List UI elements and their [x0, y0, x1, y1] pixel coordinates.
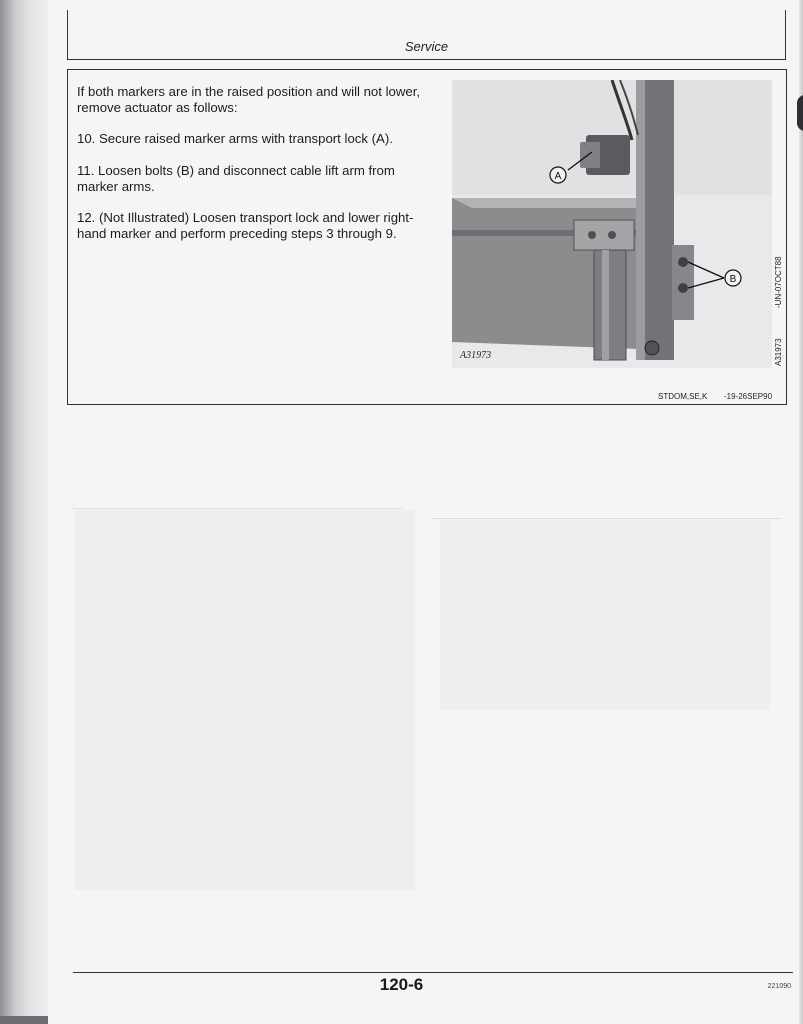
footer-rule [73, 972, 793, 973]
step-11: 11. Loosen bolts (B) and disconnect cable lift arm from marker arms. [77, 162, 395, 194]
bleed-through-rule [72, 508, 402, 509]
footer-code: 221090 [767, 983, 791, 990]
instruction-text [77, 84, 435, 257]
photo-illustration [452, 80, 772, 368]
step-12: 12. (Not Illustrated) Loosen transport lock and lower right-hand marker and perform preceding steps 3 through 9. [77, 210, 414, 242]
marker-actuator-photo [452, 80, 772, 368]
figure-number: A31973 [460, 350, 492, 361]
callout-b: B [729, 274, 737, 285]
page-edge [799, 0, 803, 1024]
header-frame [67, 10, 786, 60]
page-number: 120-6 [379, 975, 424, 994]
step-10: 10. Secure raised marker arms with transport lock (A). [77, 131, 393, 147]
figure-id-code: A31973 [774, 338, 783, 366]
reference-date: -19-26SEP90 [724, 392, 773, 401]
bleed-through-figure [75, 510, 415, 890]
callout-a: A [554, 171, 562, 182]
binding-shadow [0, 1016, 48, 1024]
reference-code: STDOM,SE,K [658, 392, 708, 401]
book-binding [0, 0, 48, 1024]
intro-paragraph: If both markers are in the raised position and will not lower, remove actuator as follows: [77, 84, 421, 116]
page-tab-marker [797, 95, 803, 131]
bleed-through-block [440, 520, 770, 710]
instruction-block [67, 69, 787, 405]
bleed-through-rule [432, 518, 782, 519]
section-title: Service [404, 39, 449, 54]
figure-date-code: -UN-07OCT88 [774, 256, 783, 308]
